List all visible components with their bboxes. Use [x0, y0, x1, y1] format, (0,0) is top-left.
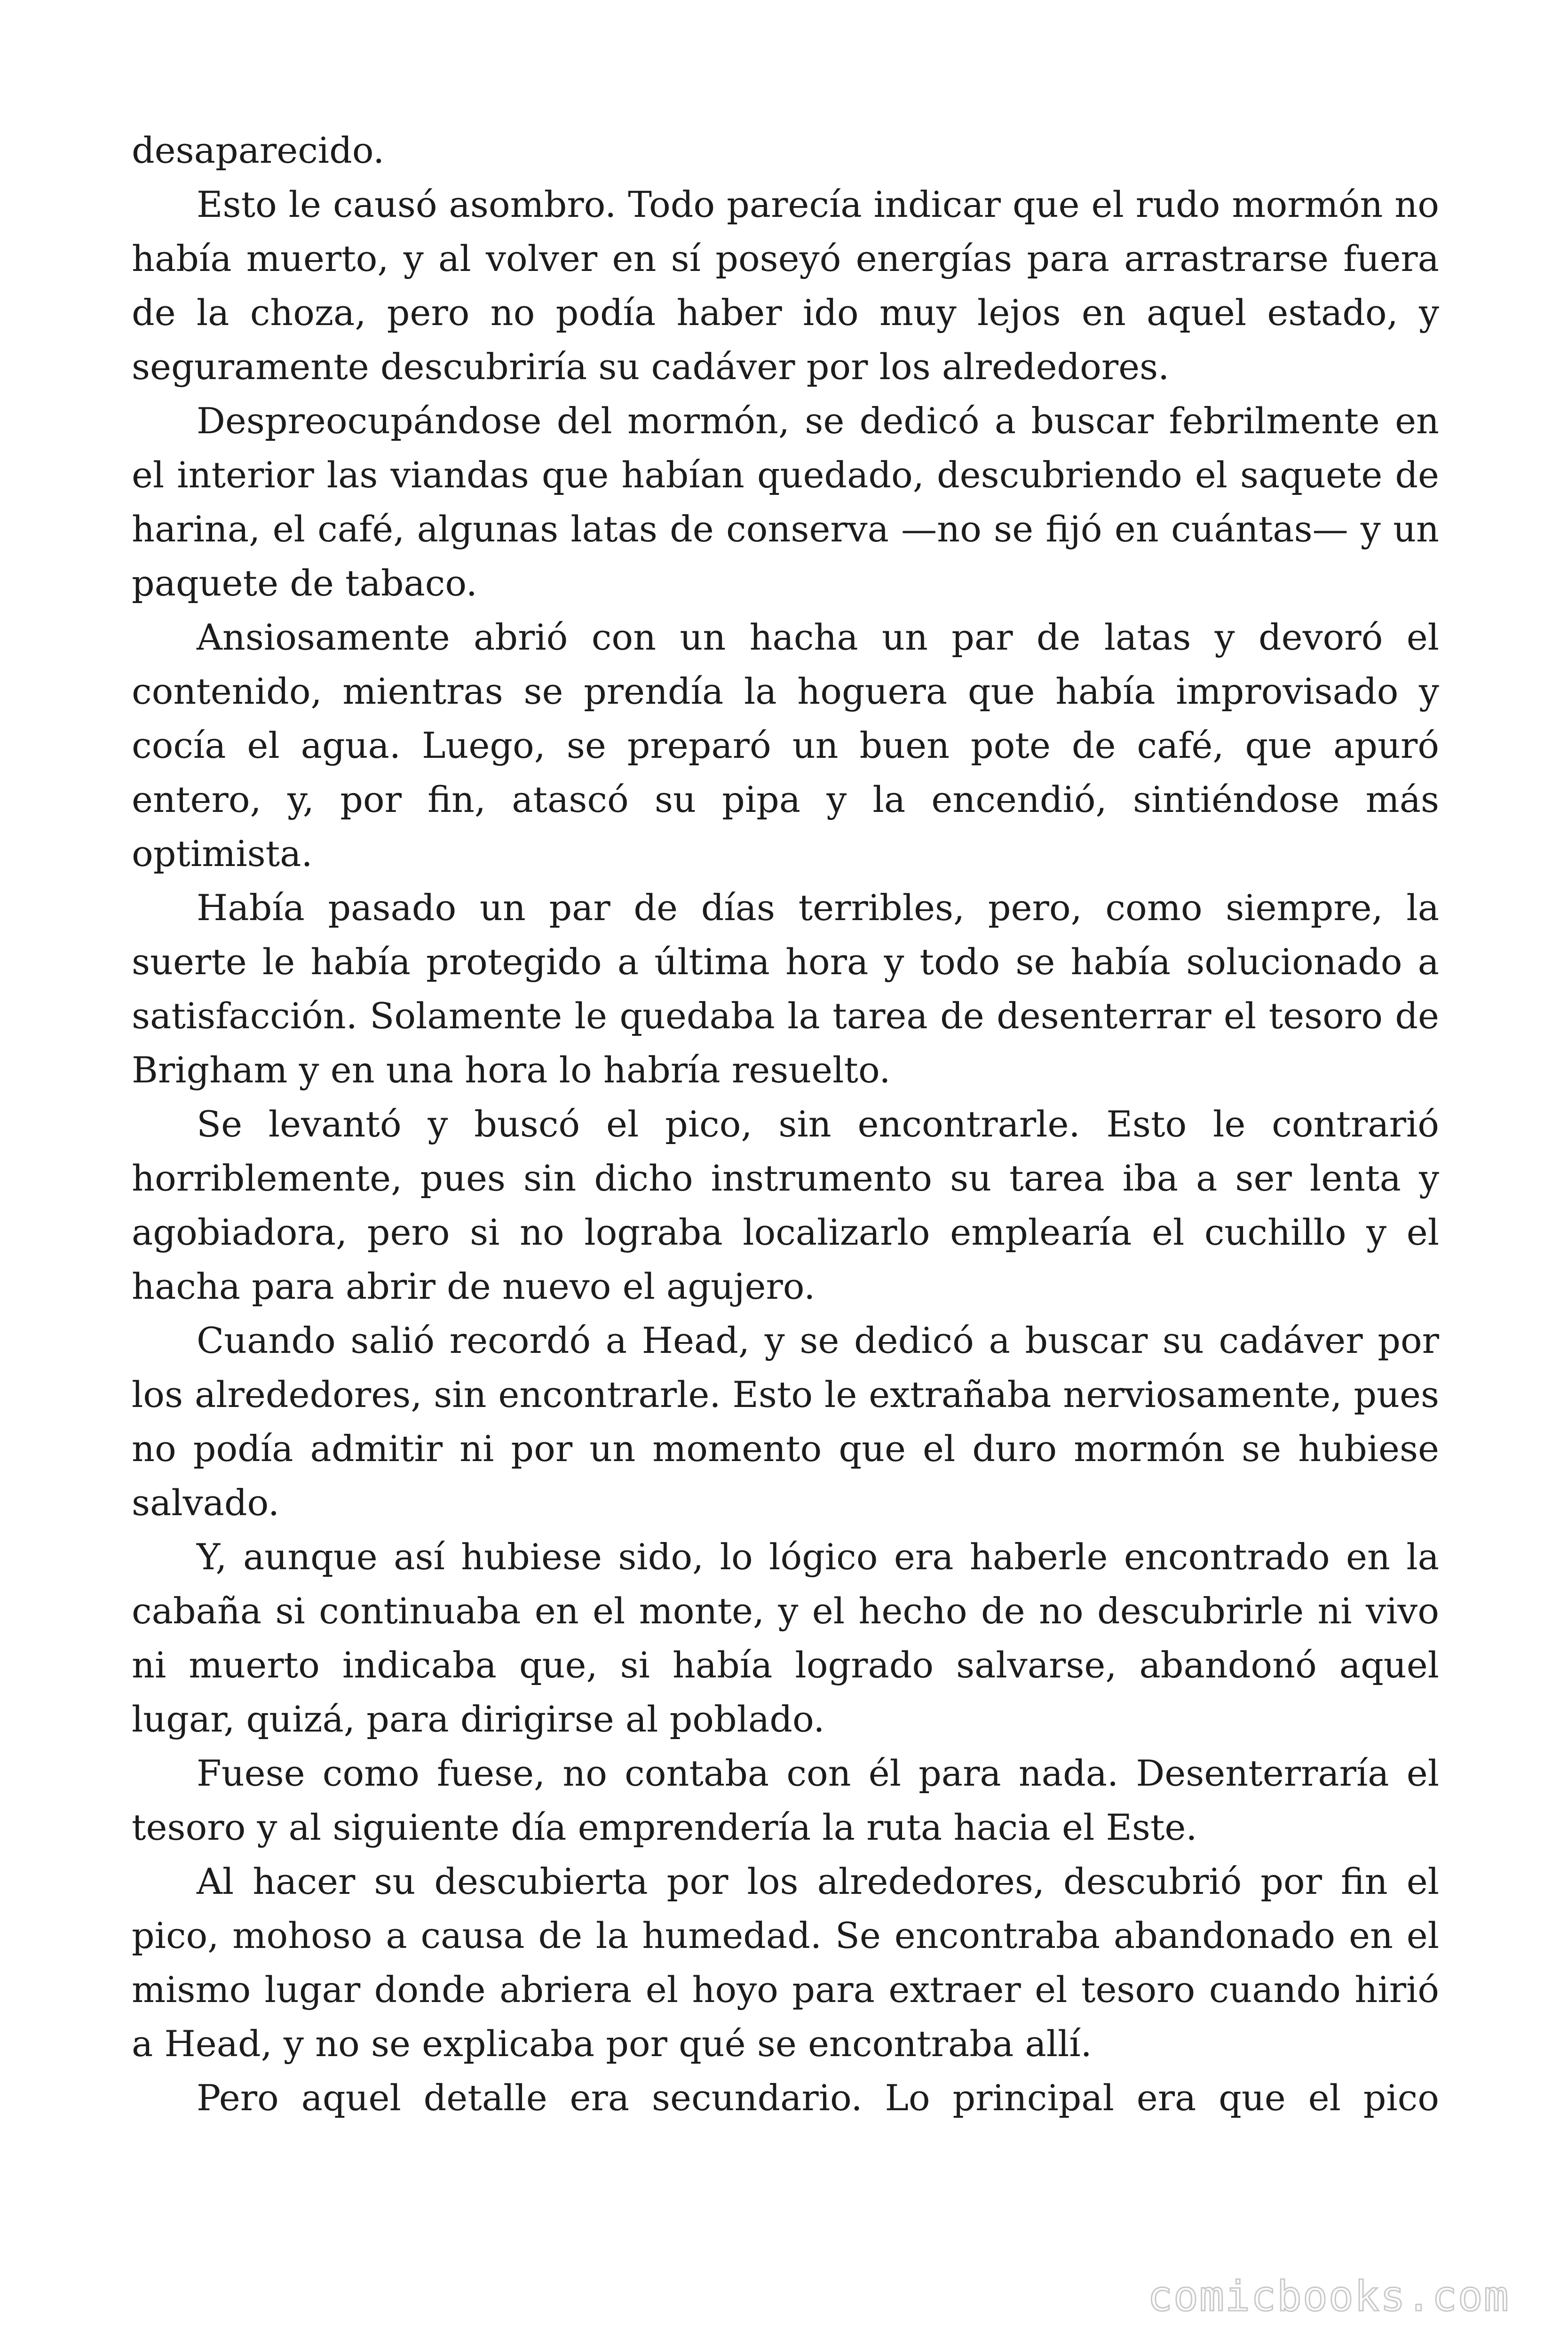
paragraph-4: Ansiosamente abrió con un hacha un par de latas y devoró el contenido, mientras se prendía la hoguera que había improvisado y cocía el agua. Luego, se preparó un buen pote de café, que apuró entero, y, por fin, atascó su pipa y la encendió, sintiéndose más optimista.: [132, 616, 1439, 874]
paragraph-10: Al hacer su descubierta por los alrededores, descubrió por fin el pico, mohoso a causa de la humedad. Se encontraba abandonado en el mismo lugar donde abriera el hoyo para extraer el tesoro cuando hirió a Head, y no se explicaba por qué se encontraba allí.: [132, 1860, 1439, 2065]
paragraph-7: Cuando salió recordó a Head, y se dedicó a buscar su cadáver por los alrededores, sin encontrarle. Esto le extrañaba nerviosamente, pues no podía admitir ni por un momento que el duro mormón se hubiese salvado.: [132, 1319, 1439, 1524]
paragraph-8: Y, aunque así hubiese sido, lo lógico era haberle encontrado en la cabaña si continuaba en el monte, y el hecho de no descubrirle ni vivo ni muerto indicaba que, si había logrado salvarse, abandonó aquel lugar, quizá, para dirigirse al poblado.: [132, 1536, 1439, 1740]
paragraph-11: Pero aquel detalle era secundario. Lo principal era que el pico: [197, 2077, 1439, 2119]
paragraph-9: Fuese como fuese, no contaba con él para nada. Desenterraría el tesoro y al siguiente día emprendería la ruta hacia el Este.: [132, 1752, 1439, 1848]
body-text: [132, 123, 1439, 2125]
paragraph-3: Despreocupándose del mormón, se dedicó a buscar febrilmente en el interior las viandas que habían quedado, descubriendo el saquete de harina, el café, algunas latas de conserva —no se fijó en cuántas— y un paquete de tabaco.: [132, 400, 1439, 604]
watermark-logo: [1148, 2272, 1543, 2324]
paragraph-2: Esto le causó asombro. Todo parecía indicar que el rudo mormón no había muerto, y al volver en sí poseyó energías para arrastrarse fuera de la choza, pero no podía haber ido muy lejos en aquel estado, y seguramente descubriría su cadáver por los alrededores.: [132, 183, 1439, 388]
paragraph-6: Se levantó y buscó el pico, sin encontrarle. Esto le contrarió horriblemente, pues sin dicho instrumento su tarea iba a ser lenta y agobiadora, pero si no lograba localizarlo emplearía el cuchillo y el hacha para abrir de nuevo el agujero.: [132, 1103, 1439, 1307]
paragraph-1: desaparecido.: [132, 129, 385, 171]
paragraph-5: Había pasado un par de días terribles, pero, como siempre, la suerte le había protegido a última hora y todo se había solucionado a satisfacción. Solamente le quedaba la tarea de desenterrar el tesoro de Brigham y en una hora lo habría resuelto.: [132, 887, 1439, 1091]
watermark-text: comicbooks.com: [1148, 2272, 1510, 2320]
